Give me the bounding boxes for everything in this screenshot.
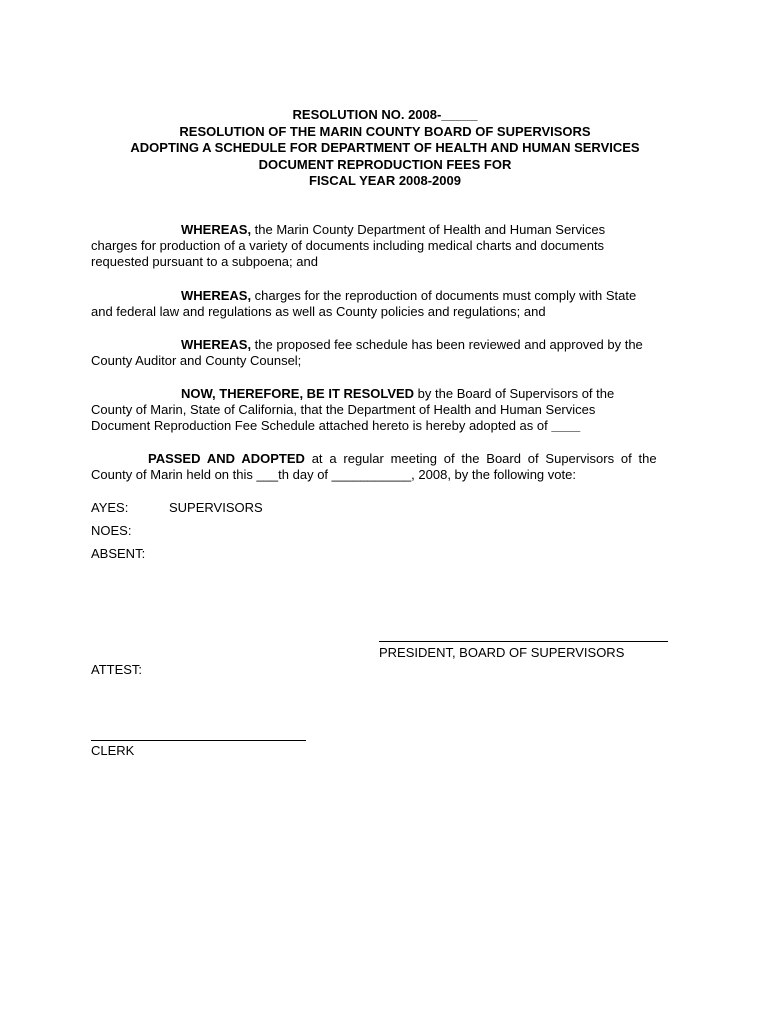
- whereas-text: and federal law and regulations as well as County policies and regulations; and: [91, 304, 546, 319]
- whereas-paragraph-2: [91, 288, 683, 320]
- resolution-subtitle: ADOPTING A SCHEDULE FOR DEPARTMENT OF HEALTH AND HUMAN SERVICES: [130, 140, 640, 155]
- vote-noes: [91, 523, 169, 539]
- noes-label: NOES:: [91, 523, 132, 538]
- whereas-text: the proposed fee schedule has been reviewed and approved by the: [251, 337, 643, 352]
- whereas-text: requested pursuant to a subpoena; and: [91, 254, 318, 269]
- whereas-lead: WHEREAS,: [181, 288, 252, 303]
- whereas-text: County Auditor and County Counsel;: [91, 353, 302, 368]
- fiscal-year: FISCAL YEAR 2008-2009: [309, 173, 461, 188]
- attest-label: ATTEST:: [91, 662, 143, 677]
- resolved-text: County of Marin, State of California, that the Department of Health and Human Services: [91, 402, 596, 417]
- adoption-date-blank: ____: [551, 418, 581, 433]
- whereas-text: the Marin County Department of Health and Human Services: [251, 222, 606, 237]
- resolved-text: Document Reproduction Fee Schedule attached hereto is hereby adopted as of: [91, 418, 552, 433]
- resolved-lead: NOW, THEREFORE, BE IT RESOLVED: [181, 386, 415, 401]
- whereas-paragraph-1: [91, 222, 683, 270]
- whereas-text: charges for the reproduction of documents must comply with State: [251, 288, 637, 303]
- passed-text: County of Marin held on this ___th day of ___________, 2008, by the following vote:: [91, 467, 576, 482]
- vote-absent: [91, 546, 169, 562]
- resolved-text: by the Board of Supervisors of the: [414, 386, 615, 401]
- whereas-text: charges for production of a variety of documents including medical charts and documents: [91, 238, 605, 253]
- whereas-paragraph-3: [91, 337, 683, 369]
- vote-ayes: [91, 500, 263, 516]
- resolved-paragraph: [91, 386, 683, 434]
- resolution-title: RESOLUTION OF THE MARIN COUNTY BOARD OF SUPERVISORS: [179, 123, 591, 139]
- resolution-number: RESOLUTION NO. 2008-_____: [292, 107, 478, 122]
- president-label: PRESIDENT, BOARD OF SUPERVISORS: [379, 645, 625, 660]
- absent-label: ABSENT:: [91, 546, 146, 561]
- passed-lead: PASSED AND ADOPTED: [148, 451, 305, 466]
- resolution-header: [0, 107, 770, 190]
- ayes-value: SUPERVISORS: [169, 500, 263, 515]
- clerk-signature-line: [91, 740, 306, 741]
- whereas-lead: WHEREAS,: [181, 337, 252, 352]
- passed-paragraph: [91, 451, 683, 483]
- resolution-subtitle-2: DOCUMENT REPRODUCTION FEES FOR: [258, 156, 512, 172]
- whereas-lead: WHEREAS,: [181, 222, 252, 237]
- ayes-label: AYES:: [91, 500, 129, 515]
- passed-text: at a regular meeting of the Board of Supervisors of the: [304, 451, 657, 466]
- clerk-label: CLERK: [91, 743, 135, 758]
- president-signature-line: [379, 641, 668, 642]
